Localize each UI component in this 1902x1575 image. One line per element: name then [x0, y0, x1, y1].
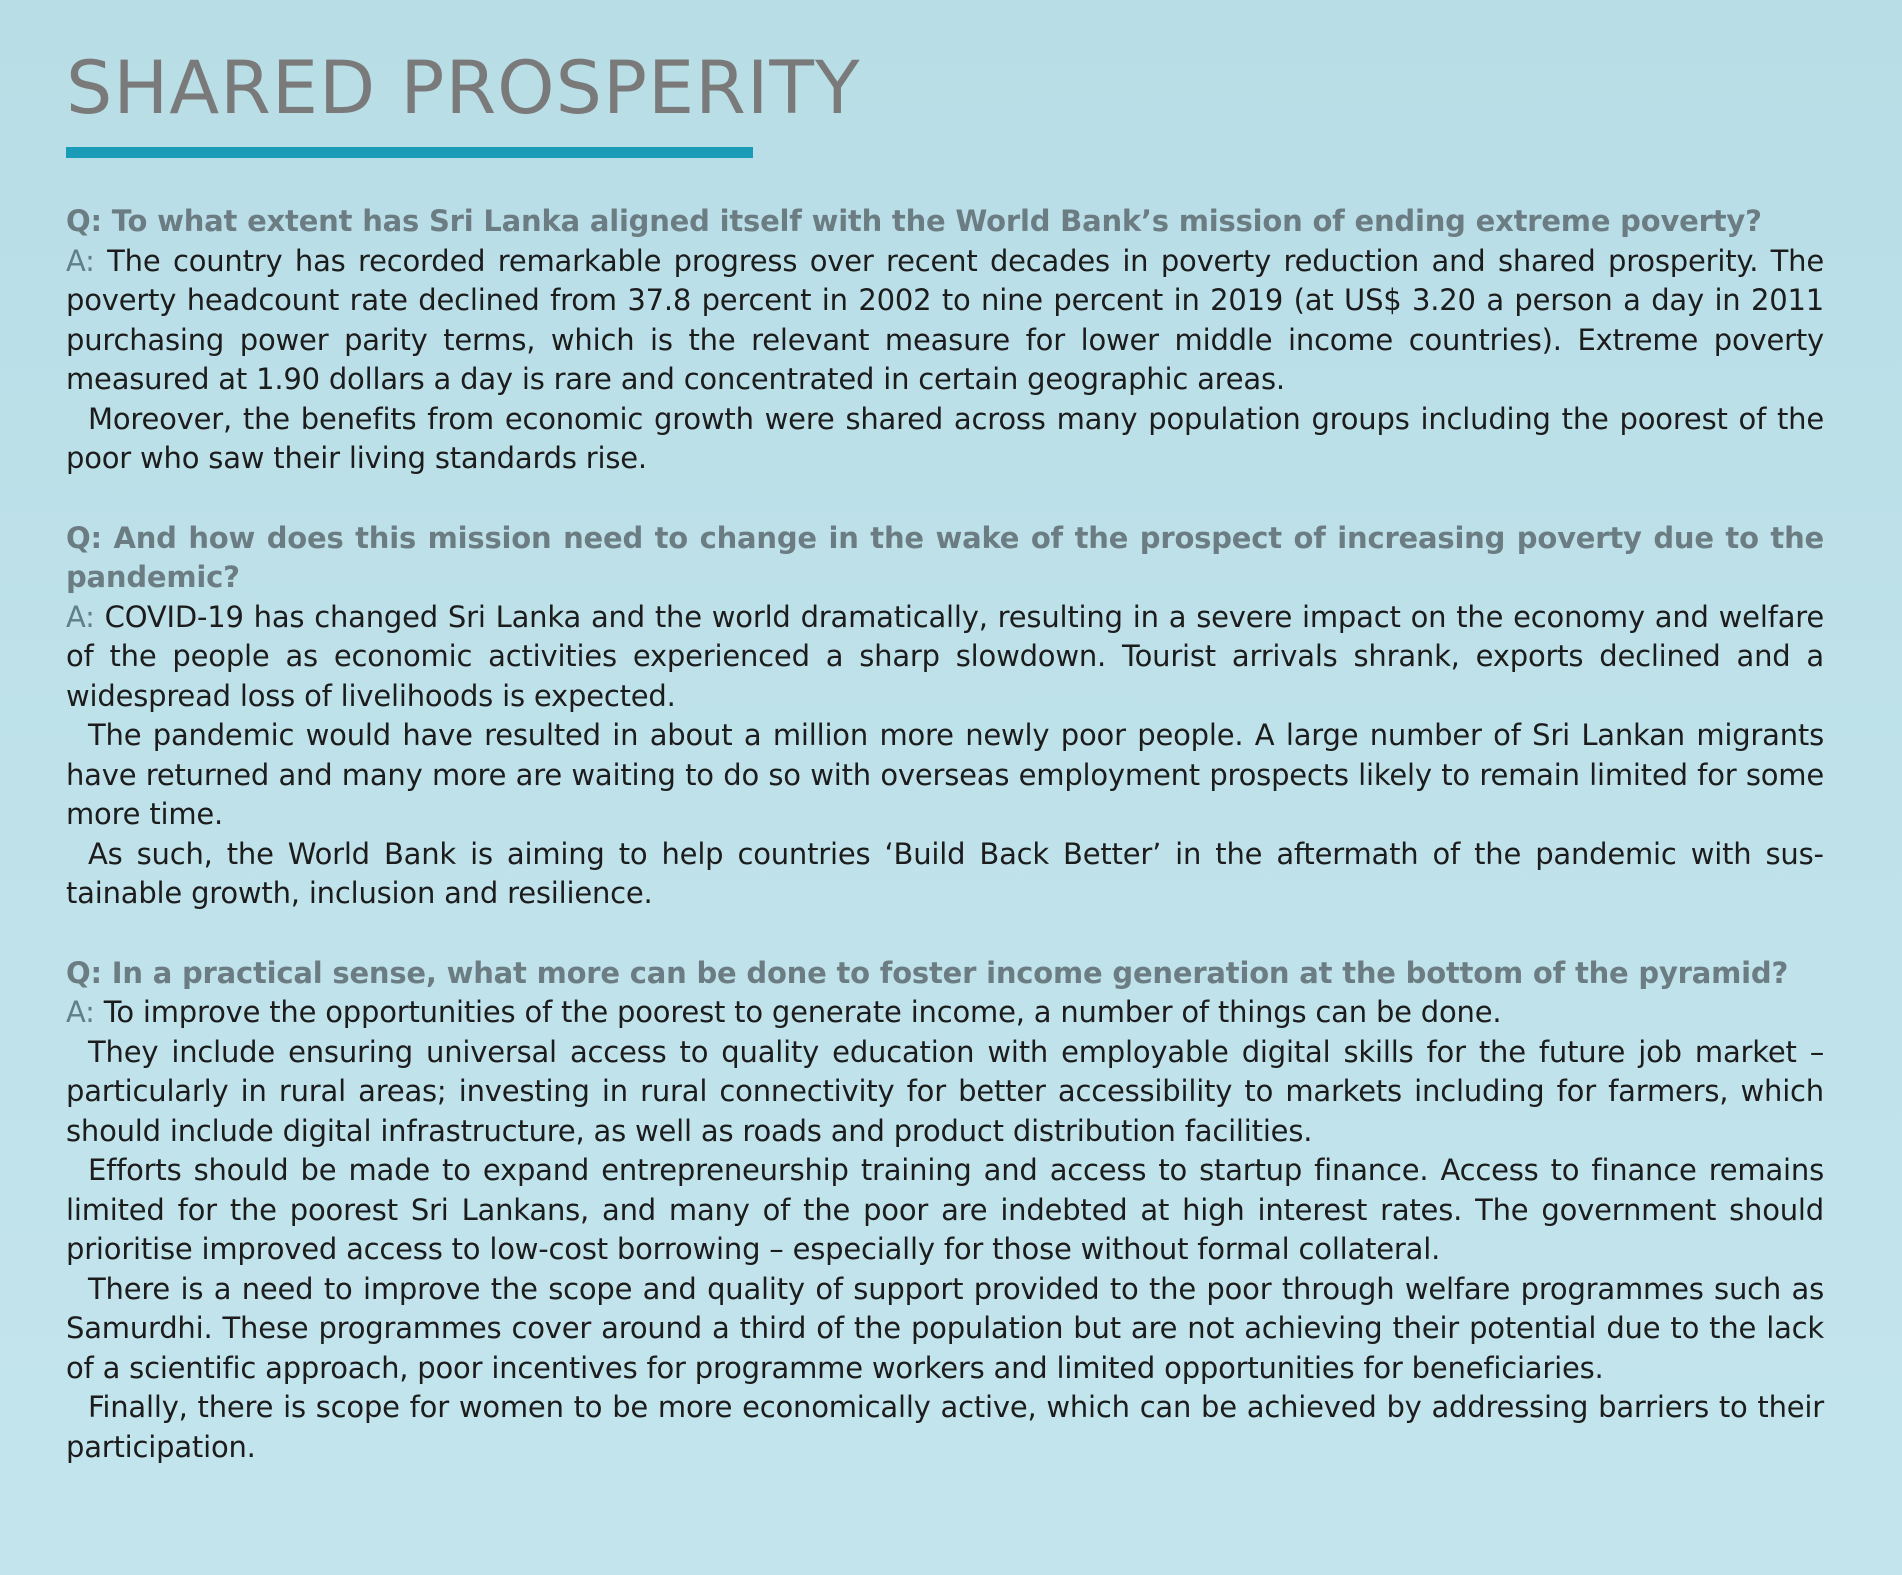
qa-block-1 [66, 202, 1824, 479]
answer [66, 598, 1824, 717]
question [66, 519, 1824, 598]
answer-paragraph: Finally, there is scope for women to be more economically active, which can be achieved by addressing barriers to their participation. [66, 1390, 1824, 1464]
question-text: To what extent has Sri Lanka aligned itself with the World Bank’s mission of ending extreme poverty? [111, 204, 1762, 238]
answer-paragraph: Efforts should be made to expand entrepreneurship training and access to startup finance. Access to finance remains limited for the poorest Sri Lankans, and many of the poor are indebted at high interest rates. The government should prioritise improved access to low-cost borrowing – especially for those without formal collateral. [66, 1153, 1824, 1266]
answer-text: To improve the opportunities of the poorest to generate income, a number of things can be done. [103, 995, 1502, 1029]
answer-paragraph: The pandemic would have resulted in about a million more newly poor people. A large number of Sri Lankan migrants have returned and many more are waiting to do so with overseas employment prospects likely to remain limited for some more time. [66, 718, 1824, 831]
question-prefix: Q: [66, 955, 102, 990]
answer-paragraph: There is a need to improve the scope and quality of support provided to the poor through welfare programmes such as Samurdhi. These programmes cover around a third of the population but are not achieving their potential due to the lack of a scientific approach, poor incentives for programme workers and limited opportunities for beneficiaries. [66, 1271, 1824, 1385]
article-body [66, 202, 1824, 1507]
answer-prefix: A: [66, 243, 95, 278]
answer-text: COVID-19 has changed Sri Lanka and the world dramatically, resulting in a severe impact on the economy and welfare of the people as economic activities experienced a sharp slowdown. Tourist arrivals shrank, exports declined and a widespread loss of livelihoods is expected. [66, 599, 1824, 713]
question-text: In a practical sense, what more can be done to foster income generation at the bottom of the pyramid? [111, 955, 1789, 990]
answer [66, 993, 1824, 1033]
qa-block-2 [66, 519, 1824, 914]
question [66, 954, 1824, 994]
answer-paragraph: They include ensuring universal access to quality education with employable digital skills for the future job market – particularly in rural areas; investing in rural connectivity for better accessibility to markets including for farmers, which should include digital infrastructure, as well as roads and product distribution facilities. [66, 1034, 1824, 1148]
qa-block-3 [66, 954, 1824, 1468]
answer-text: The country has recorded remarkable progress over recent decades in poverty reduction and shared prosperity. The poverty headcount rate declined from 37.8 percent in 2002 to nine percent in 2019 (at US$ 3.20 a person a day in 2011 purchasing power parity terms, which is the relevant measure for lower middle income countries). Extreme poverty measured at 1.90 dollars a day is rare and concentrated in certain geographic areas. [66, 243, 1824, 396]
answer [66, 242, 1824, 400]
answer-prefix: A: [66, 599, 95, 634]
title-underline [66, 147, 753, 158]
answer-paragraph: As such, the World Bank is aiming to help countries ‘Build Back Better’ in the aftermath of the pandemic with sustainable growth, inclusion and resilience. [66, 836, 1824, 910]
answer-prefix: A: [66, 995, 95, 1029]
question [66, 202, 1824, 242]
question-prefix: Q: [66, 520, 102, 555]
question-text: And how does this mission need to change in the wake of the prospect of increasing poverty due to the pandemic? [66, 520, 1824, 594]
question-prefix: Q: [66, 204, 102, 238]
answer-paragraph: Moreover, the benefits from economic growth were shared across many population groups including the poorest of the poor who saw their living standards rise. [66, 401, 1824, 475]
page-title: SHARED PROSPERITY [66, 46, 861, 131]
